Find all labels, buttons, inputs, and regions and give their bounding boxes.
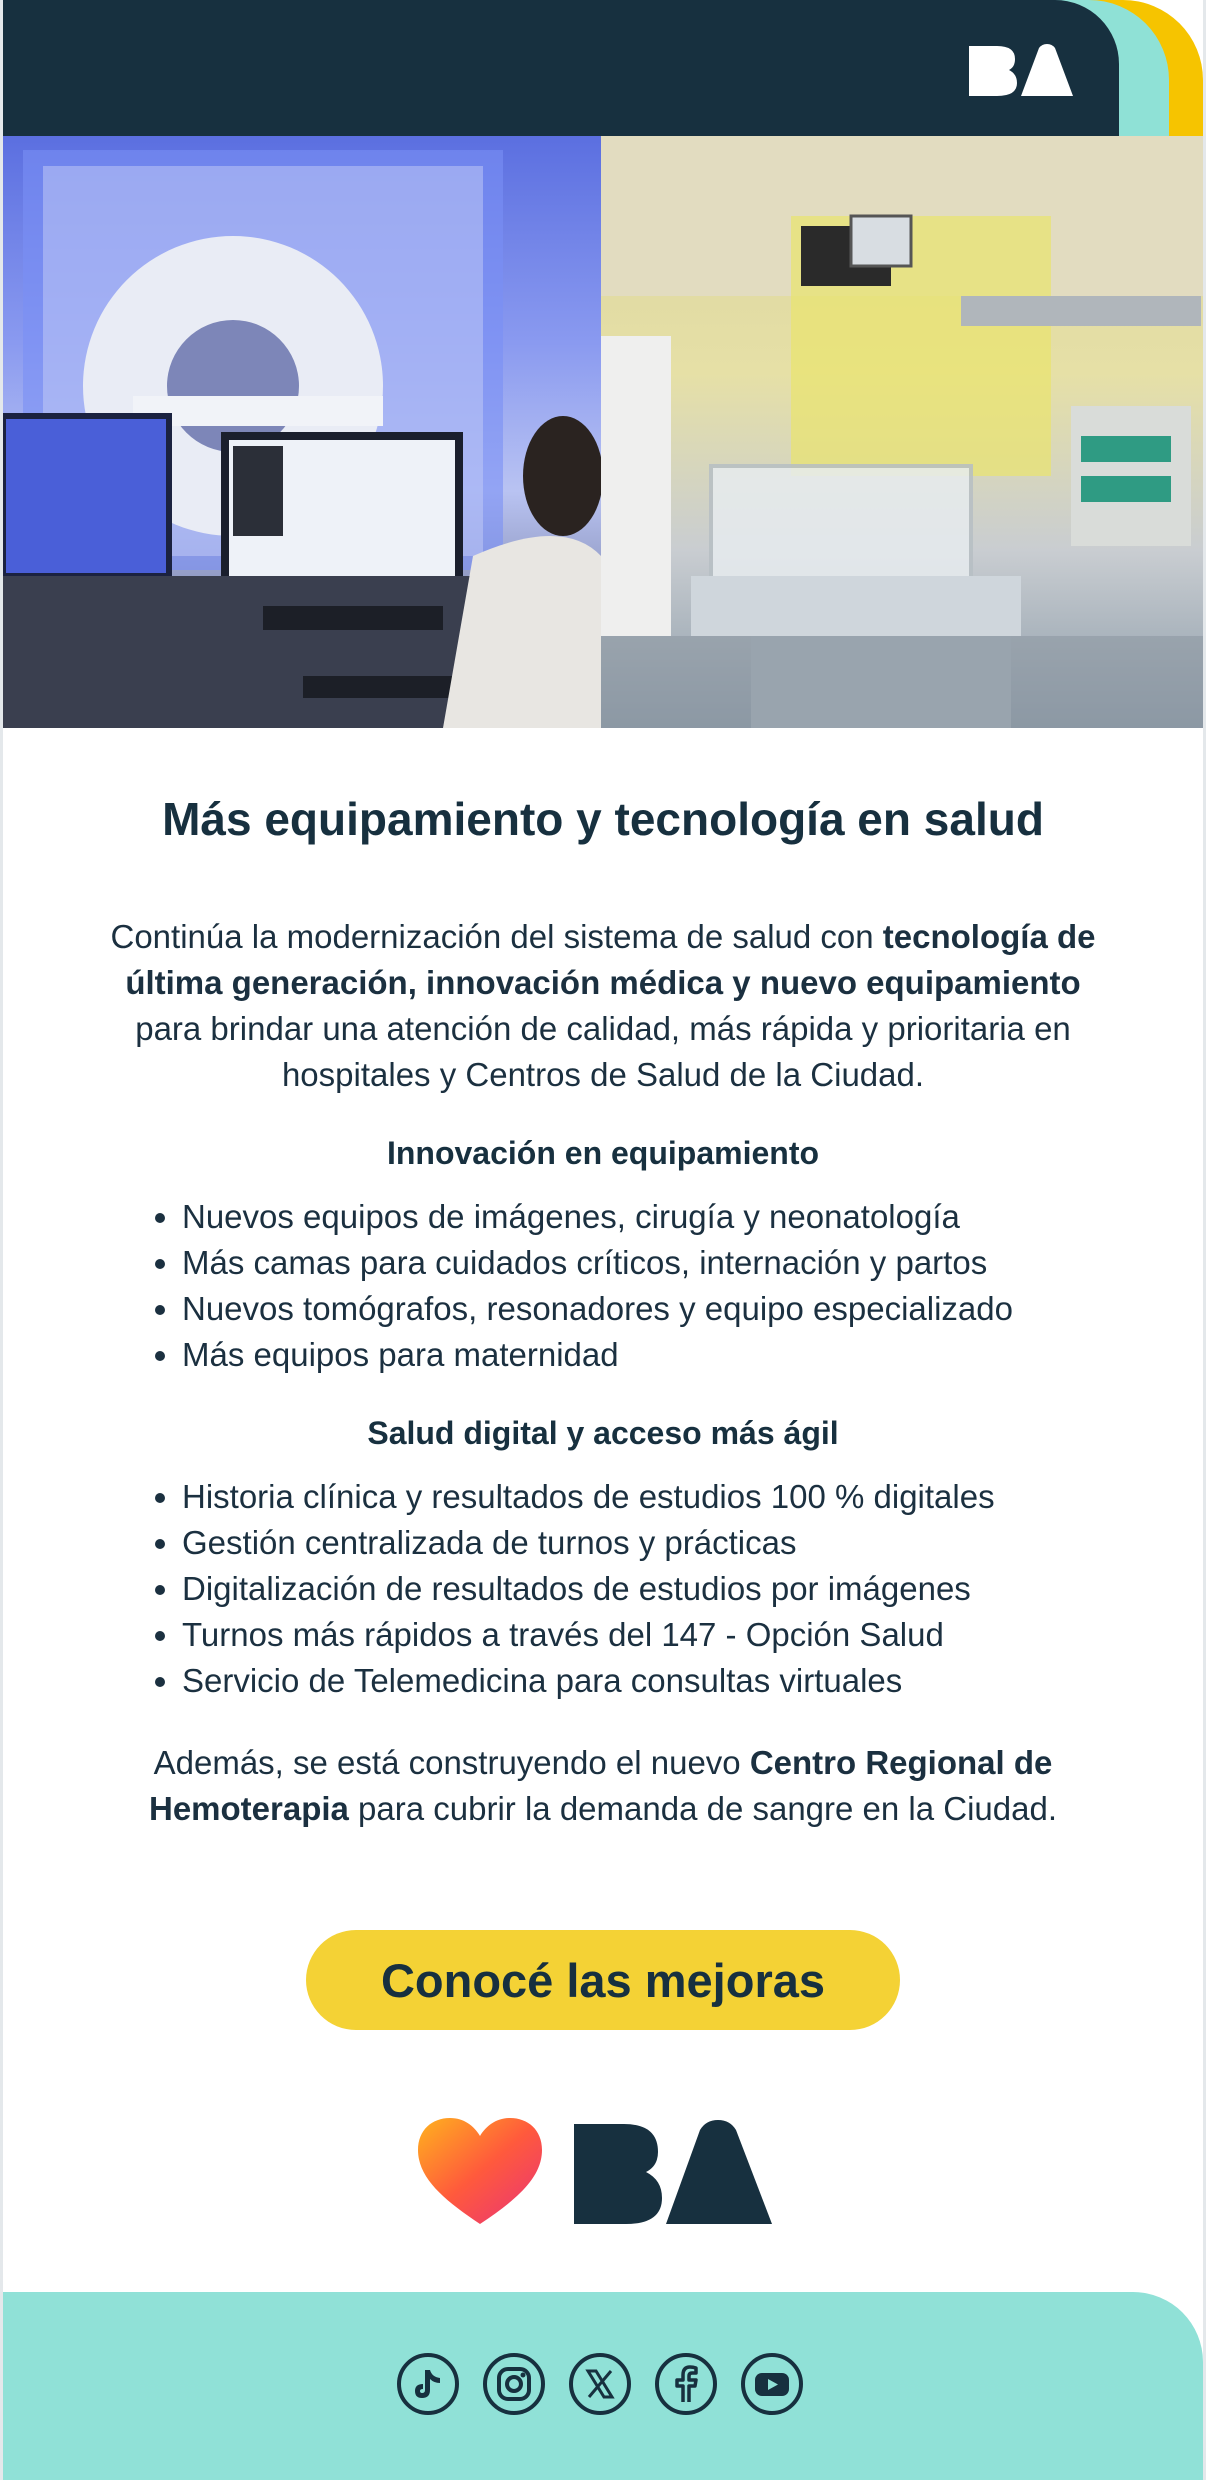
equipment-list: [110, 1194, 1096, 1378]
list-item: • Historia clínica y resultados de estudios 100 % digitales: [182, 1474, 1096, 1520]
intro-text-end: para brindar una atención de calidad, más rápida y prioritaria en hospitales y Centros de Salud de la Ciudad.: [135, 1010, 1071, 1093]
instagram-icon[interactable]: [482, 2352, 546, 2416]
ba-footer-logo: [574, 2120, 772, 2224]
hero-images: [3, 136, 1203, 728]
list-item: • Digitalización de resultados de estudios por imágenes: [182, 1566, 1096, 1612]
intro-highlight: tecnología de última generación, innovación médica y nuevo equipamiento: [125, 918, 1096, 1001]
list-item: • Nuevos tomógrafos, resonadores y equipo especializado: [182, 1286, 1096, 1332]
youtube-icon[interactable]: [740, 2352, 804, 2416]
section-title-digital-health: Salud digital y acceso más ágil: [367, 1415, 839, 1451]
footer-logo-group[interactable]: [414, 2112, 794, 2232]
tiktok-icon[interactable]: [396, 2352, 460, 2416]
closing-highlight: Centro Regional de Hemoterapia: [148, 1744, 1053, 1827]
mri-room-photo: [3, 136, 601, 728]
list-item: • Nuevos equipos de imágenes, cirugía y neonatología: [182, 1194, 1096, 1240]
closing-paragraph: [110, 1740, 1096, 1832]
conoce-mejoras-button[interactable]: Conocé las mejoras: [306, 1930, 900, 2030]
facebook-icon[interactable]: [654, 2352, 718, 2416]
ba-logo[interactable]: [965, 42, 1075, 100]
main-content: [110, 790, 1096, 1832]
list-item: • Turnos más rápidos a través del 147 - Opción Salud: [182, 1612, 1096, 1658]
x-icon[interactable]: [568, 2352, 632, 2416]
heart-icon: [418, 2118, 542, 2224]
intro-paragraph: [110, 914, 1096, 1098]
neonatal-incubator-photo: [601, 136, 1203, 728]
page-title: Más equipamiento y tecnología en salud: [162, 793, 1044, 845]
list-item: • Gestión centralizada de turnos y prácticas: [182, 1520, 1096, 1566]
section-title-equipment: Innovación en equipamiento: [386, 1135, 820, 1171]
intro-text: Continúa la modernización del sistema de salud con: [110, 918, 883, 955]
list-item: • Más camas para cuidados críticos, internación y partos: [182, 1240, 1096, 1286]
header-navy-bar: [3, 0, 1119, 136]
closing-text-end: para cubrir la demanda de sangre en la Ciudad.: [348, 1790, 1058, 1827]
list-item: • Servicio de Telemedicina para consultas virtuales: [182, 1658, 1096, 1704]
digital-health-list: [110, 1474, 1096, 1704]
header-banner: [3, 0, 1203, 136]
list-item: • Más equipos para maternidad: [182, 1332, 1096, 1378]
closing-text: Además, se está construyendo el nuevo: [153, 1744, 750, 1781]
social-links: [396, 2352, 804, 2416]
